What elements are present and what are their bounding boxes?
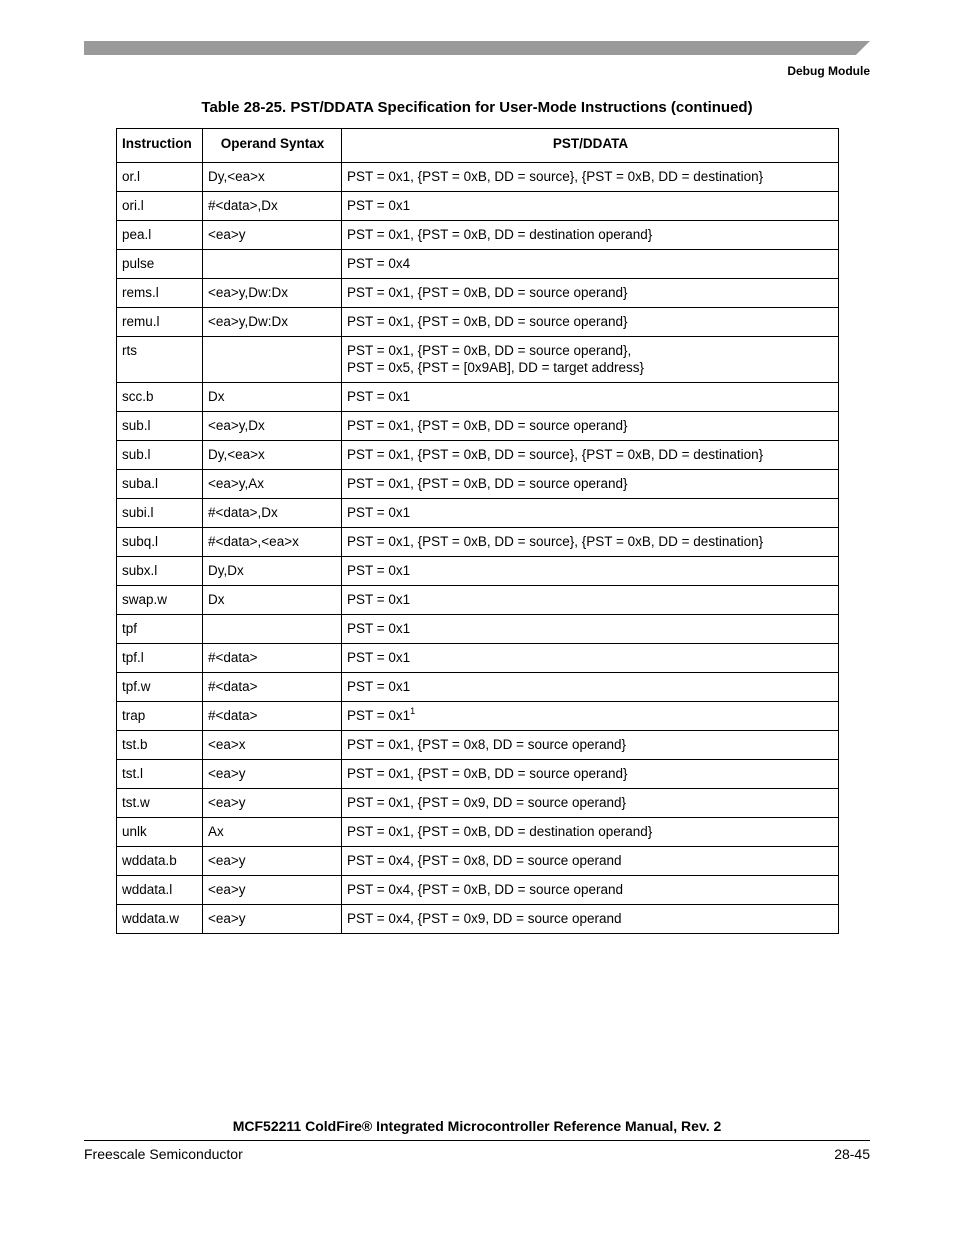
pst-ddata-text: PST = 0x1, {PST = 0xB, DD = destination operand} — [347, 824, 653, 839]
pst-ddata-text: PST = 0x4, {PST = 0xB, DD = source operand — [347, 882, 624, 897]
operand-syntax-cell: <ea>y — [203, 221, 342, 250]
instruction-cell: tpf — [117, 615, 203, 644]
pst-ddata-line — [347, 910, 834, 927]
operand-syntax-cell: <ea>y,Dw:Dx — [203, 308, 342, 337]
pst-ddata-line — [347, 881, 834, 898]
table-row — [117, 383, 839, 412]
pst-ddata-cell — [342, 279, 839, 308]
pst-ddata-text: PST = 0x1, {PST = 0xB, DD = source}, {PST = 0xB, DD = destination} — [347, 169, 764, 184]
pst-ddata-cell — [342, 441, 839, 470]
pst-ddata-table — [116, 128, 839, 934]
pst-ddata-text: PST = 0x1, {PST = 0xB, DD = source operand} — [347, 766, 628, 781]
pst-ddata-text: PST = 0x1 — [347, 505, 411, 520]
footer-manual-title: MCF52211 ColdFire® Integrated Microcontroller Reference Manual, Rev. 2 — [232, 1118, 722, 1134]
instruction-cell: wddata.b — [117, 847, 203, 876]
table-row — [117, 731, 839, 760]
pst-ddata-line — [347, 475, 834, 492]
pst-ddata-cell — [342, 308, 839, 337]
pst-ddata-cell — [342, 731, 839, 760]
pst-ddata-line — [347, 255, 834, 272]
pst-ddata-cell — [342, 412, 839, 441]
instruction-cell: rts — [117, 337, 203, 383]
pst-ddata-cell — [342, 221, 839, 250]
pst-ddata-text: PST = 0x1 — [347, 621, 411, 636]
instruction-cell: pulse — [117, 250, 203, 279]
table-row — [117, 279, 839, 308]
pst-ddata-line — [347, 678, 834, 695]
instruction-cell: wddata.l — [117, 876, 203, 905]
table-row — [117, 760, 839, 789]
operand-syntax-cell: <ea>y,Ax — [203, 470, 342, 499]
pst-ddata-line — [347, 562, 834, 579]
table-row — [117, 847, 839, 876]
instruction-cell: suba.l — [117, 470, 203, 499]
operand-syntax-cell: #<data> — [203, 702, 342, 731]
instruction-cell: rems.l — [117, 279, 203, 308]
instruction-cell: unlk — [117, 818, 203, 847]
pst-ddata-text: PST = 0x1, {PST = 0x8, DD = source operand} — [347, 737, 627, 752]
pst-ddata-cell — [342, 250, 839, 279]
table-title: Table 28-25. PST/DDATA Specification for User-Mode Instructions (continued) — [201, 99, 753, 116]
operand-syntax-cell: #<data>,<ea>x — [203, 528, 342, 557]
pst-ddata-text: PST = 0x4, {PST = 0x8, DD = source operand — [347, 853, 622, 868]
table-row — [117, 557, 839, 586]
operand-syntax-cell — [203, 615, 342, 644]
footnote-marker: 1 — [410, 706, 416, 716]
pst-ddata-line — [347, 284, 834, 301]
footer-company: Freescale Semiconductor — [84, 1146, 243, 1162]
instruction-cell: scc.b — [117, 383, 203, 412]
pst-ddata-line — [347, 388, 834, 405]
pst-ddata-cell — [342, 760, 839, 789]
instruction-cell: wddata.w — [117, 905, 203, 934]
instruction-cell: swap.w — [117, 586, 203, 615]
footer-page-number: 28-45 — [834, 1146, 870, 1162]
table-row — [117, 308, 839, 337]
column-header-instruction: Instruction — [117, 129, 203, 163]
pst-ddata-line — [347, 794, 834, 811]
instruction-cell: pea.l — [117, 221, 203, 250]
pst-ddata-text: PST = 0x1, {PST = 0xB, DD = source}, {PST = 0xB, DD = destination} — [347, 447, 764, 462]
pst-ddata-line — [347, 313, 834, 330]
pst-ddata-cell — [342, 586, 839, 615]
table-row — [117, 673, 839, 702]
operand-syntax-cell: <ea>y — [203, 905, 342, 934]
pst-ddata-text: PST = 0x1, {PST = 0xB, DD = source}, {PST = 0xB, DD = destination} — [347, 534, 764, 549]
instruction-cell: tst.b — [117, 731, 203, 760]
pst-ddata-cell — [342, 470, 839, 499]
table-row — [117, 876, 839, 905]
operand-syntax-cell: Dx — [203, 586, 342, 615]
pst-ddata-cell — [342, 818, 839, 847]
operand-syntax-cell: <ea>y,Dx — [203, 412, 342, 441]
operand-syntax-cell: Dy,Dx — [203, 557, 342, 586]
pst-ddata-line — [347, 649, 834, 666]
instruction-cell: ori.l — [117, 192, 203, 221]
operand-syntax-cell: Ax — [203, 818, 342, 847]
instruction-cell: remu.l — [117, 308, 203, 337]
pst-ddata-cell — [342, 615, 839, 644]
pst-ddata-text: PST = 0x1 — [347, 650, 411, 665]
table-row — [117, 586, 839, 615]
instruction-cell: tst.l — [117, 760, 203, 789]
operand-syntax-cell — [203, 250, 342, 279]
instruction-cell: trap — [117, 702, 203, 731]
pst-ddata-text: PST = 0x1, {PST = 0xB, DD = destination operand} — [347, 227, 653, 242]
pst-ddata-cell — [342, 876, 839, 905]
operand-syntax-cell: #<data> — [203, 644, 342, 673]
pst-ddata-line — [347, 736, 834, 753]
pst-ddata-cell — [342, 644, 839, 673]
instruction-cell: tst.w — [117, 789, 203, 818]
operand-syntax-cell: Dx — [203, 383, 342, 412]
pst-ddata-line — [347, 823, 834, 840]
pst-ddata-line — [347, 446, 834, 463]
operand-syntax-cell: Dy,<ea>x — [203, 441, 342, 470]
instruction-cell: tpf.l — [117, 644, 203, 673]
pst-ddata-text: PST = 0x4 — [347, 256, 411, 271]
pst-ddata-text: PST = 0x1, {PST = 0xB, DD = source operand} — [347, 285, 628, 300]
instruction-cell: subi.l — [117, 499, 203, 528]
table-row — [117, 221, 839, 250]
pst-ddata-text: PST = 0x1 — [347, 708, 411, 723]
operand-syntax-cell: #<data>,Dx — [203, 192, 342, 221]
pst-ddata-text: PST = 0x4, {PST = 0x9, DD = source operand — [347, 911, 622, 926]
pst-ddata-cell — [342, 557, 839, 586]
footer-divider — [84, 1140, 870, 1141]
table-row — [117, 441, 839, 470]
pst-ddata-line — [347, 591, 834, 608]
pst-ddata-line — [347, 533, 834, 550]
pst-ddata-text: PST = 0x1 — [347, 563, 411, 578]
column-header-pst-ddata: PST/DDATA — [342, 129, 839, 163]
pst-ddata-line — [347, 168, 834, 185]
pst-ddata-text: PST = 0x5, {PST = [0x9AB], DD = target address} — [347, 360, 645, 375]
pst-ddata-cell — [342, 383, 839, 412]
table-row — [117, 702, 839, 731]
pst-ddata-line — [347, 226, 834, 243]
table-row — [117, 499, 839, 528]
pst-ddata-cell — [342, 163, 839, 192]
pst-ddata-cell — [342, 789, 839, 818]
pst-ddata-text: PST = 0x1 — [347, 389, 411, 404]
header-bar — [84, 41, 870, 55]
table-row — [117, 615, 839, 644]
instruction-cell: subx.l — [117, 557, 203, 586]
pst-ddata-text: PST = 0x1, {PST = 0xB, DD = source operand}, — [347, 343, 632, 358]
pst-ddata-text: PST = 0x1, {PST = 0xB, DD = source operand} — [347, 476, 628, 491]
pst-ddata-cell — [342, 192, 839, 221]
section-label: Debug Module — [787, 64, 870, 78]
pst-ddata-cell — [342, 499, 839, 528]
pst-ddata-cell — [342, 905, 839, 934]
pst-ddata-text: PST = 0x1 — [347, 198, 411, 213]
instruction-cell: sub.l — [117, 441, 203, 470]
instruction-cell: tpf.w — [117, 673, 203, 702]
operand-syntax-cell: Dy,<ea>x — [203, 163, 342, 192]
table-row — [117, 192, 839, 221]
pst-ddata-line — [347, 342, 834, 359]
instruction-cell: subq.l — [117, 528, 203, 557]
table-row — [117, 250, 839, 279]
operand-syntax-cell: <ea>y — [203, 847, 342, 876]
table-row — [117, 470, 839, 499]
pst-ddata-line — [347, 197, 834, 214]
pst-ddata-text: PST = 0x1 — [347, 679, 411, 694]
table-row — [117, 412, 839, 441]
table-body — [117, 163, 839, 934]
table-row — [117, 905, 839, 934]
pst-ddata-cell — [342, 337, 839, 383]
pst-ddata-line — [347, 504, 834, 521]
table-row — [117, 528, 839, 557]
operand-syntax-cell — [203, 337, 342, 383]
instruction-cell: sub.l — [117, 412, 203, 441]
operand-syntax-cell: <ea>y — [203, 876, 342, 905]
pst-ddata-cell — [342, 702, 839, 731]
pst-ddata-text: PST = 0x1, {PST = 0x9, DD = source operand} — [347, 795, 627, 810]
pst-ddata-line — [347, 417, 834, 434]
pst-ddata-line — [347, 620, 834, 637]
table-row — [117, 163, 839, 192]
instruction-cell: or.l — [117, 163, 203, 192]
operand-syntax-cell: <ea>y — [203, 760, 342, 789]
pst-ddata-line — [347, 707, 834, 724]
pst-ddata-line — [347, 765, 834, 782]
pst-ddata-text: PST = 0x1, {PST = 0xB, DD = source operand} — [347, 314, 628, 329]
table-row — [117, 789, 839, 818]
pst-ddata-line — [347, 852, 834, 869]
pst-ddata-text: PST = 0x1 — [347, 592, 411, 607]
column-header-operand-syntax: Operand Syntax — [203, 129, 342, 163]
table-row — [117, 818, 839, 847]
operand-syntax-cell: <ea>y,Dw:Dx — [203, 279, 342, 308]
table-row — [117, 337, 839, 383]
pst-ddata-cell — [342, 528, 839, 557]
operand-syntax-cell: #<data>,Dx — [203, 499, 342, 528]
table-row — [117, 644, 839, 673]
pst-ddata-cell — [342, 847, 839, 876]
operand-syntax-cell: <ea>x — [203, 731, 342, 760]
table-header-row — [117, 129, 839, 163]
pst-ddata-line — [347, 359, 834, 376]
operand-syntax-cell: <ea>y — [203, 789, 342, 818]
operand-syntax-cell: #<data> — [203, 673, 342, 702]
pst-ddata-cell — [342, 673, 839, 702]
pst-ddata-text: PST = 0x1, {PST = 0xB, DD = source operand} — [347, 418, 628, 433]
